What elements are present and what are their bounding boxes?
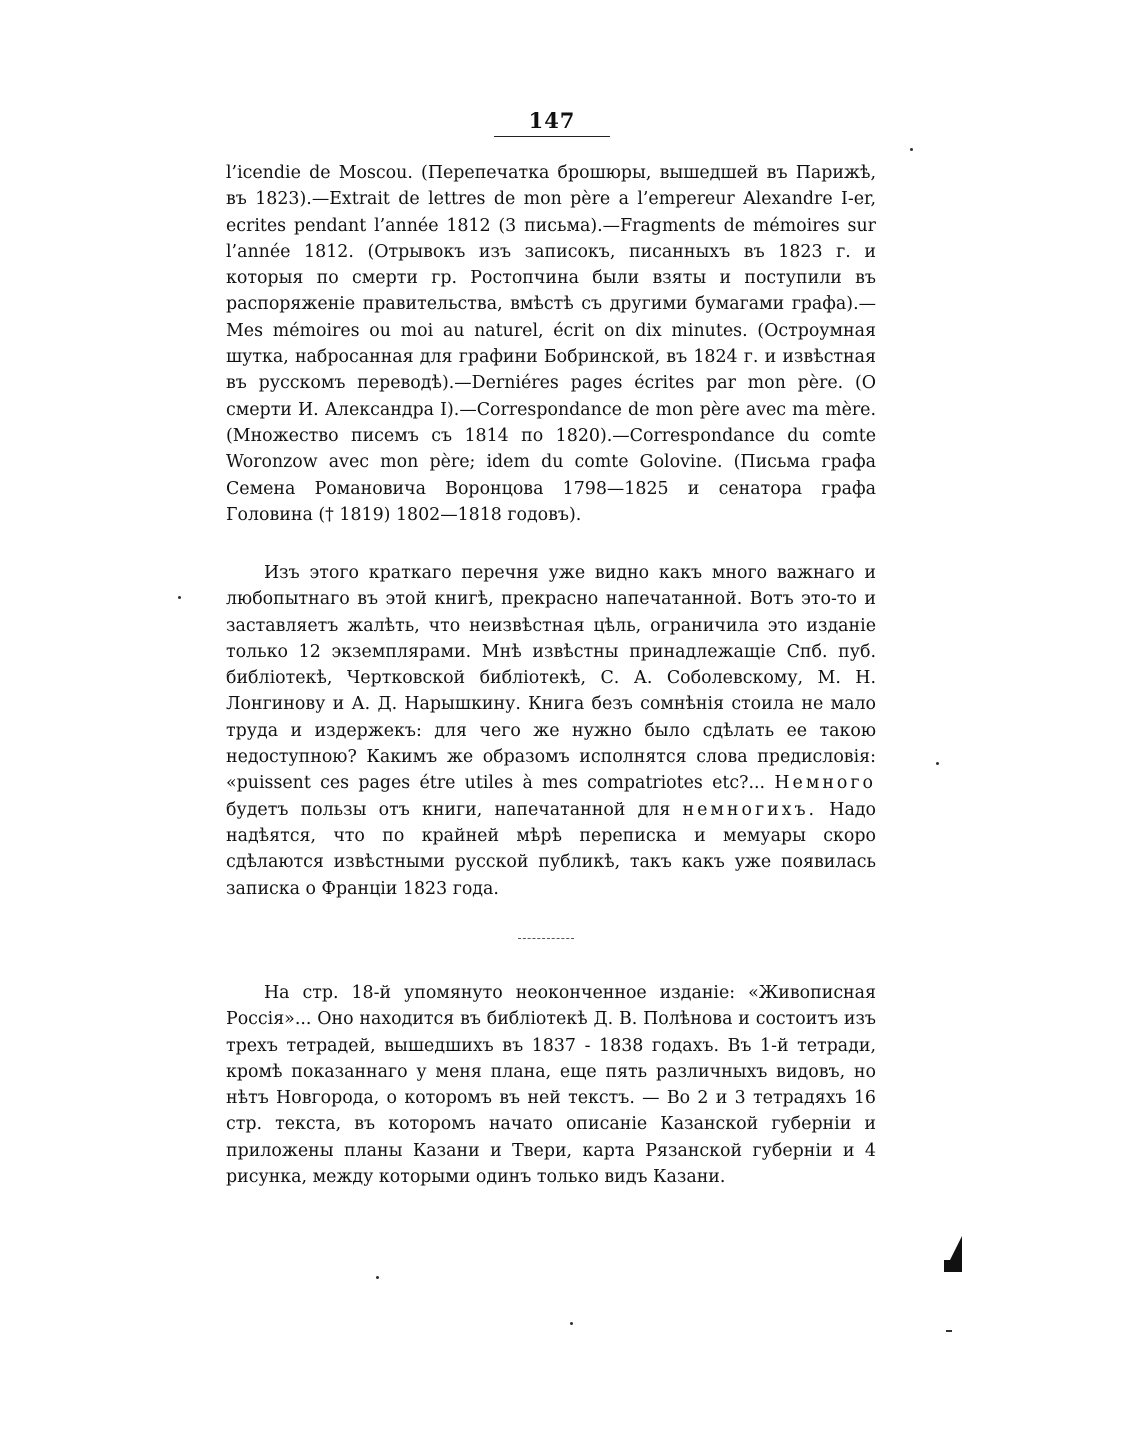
scan-speck bbox=[570, 1322, 573, 1325]
scan-speck bbox=[946, 1330, 952, 1332]
section-separator bbox=[518, 938, 574, 939]
scan-speck bbox=[936, 762, 939, 765]
scan-speck bbox=[376, 1276, 379, 1279]
sentence-fragments: —Fragments de mémoires sur l’année 1812. (Отрывокъ изъ записокъ, писанныхъ въ 1823 г. и которыя по смерти гр. Ростопчина были взяты и поступили въ распоряженіе правительства, вмѣстѣ съ другими бумагами графа). bbox=[226, 215, 876, 315]
scan-speck bbox=[178, 596, 181, 599]
page-number-rule bbox=[494, 136, 610, 137]
zhivopisnaya-rossiya-text: На стр. 18-й упомянуто неоконченное изданіе: «Живописная Россія»... Оно находится въ библіотекѣ Д. В. Полѣнова и состоитъ изъ трехъ тетрадей, вышедшихъ въ 1837 - 1838 годахъ. Въ 1-й тетради, кромѣ показаннаго у меня плана, еще пять различныхъ видовъ, но нѣтъ Новгорода, о которомъ въ ней текстъ. — Во 2 и 3 тетрадяхъ 16 стр. текста, въ которомъ начато описаніе Казанской губерніи и приложены планы Казани и Твери, карта Рязанской губерніи и 4 рисунка, между которыми одинъ только видъ Казани. bbox=[226, 983, 876, 1188]
scan-corner-mark-base bbox=[944, 1260, 962, 1272]
spaced-word-nemnogikh: немногихъ. bbox=[682, 799, 818, 820]
commentary-paragraph bbox=[226, 560, 876, 902]
sentence-letters: —Extrait de lettres de mon père a l’empereur Alexandre I-er, ecrites pendant l’année 1812 (3 письма). bbox=[226, 189, 876, 236]
sentence-correspondance-woronzow: —Correspondance du comte Woronzow avec mon père; idem du comte Golovine. (Письма графа Семена Романовича Воронцова 1798—1825 и сенатора графа Головина († 1819) 1802—1818 годовъ). bbox=[226, 425, 877, 525]
scan-speck bbox=[910, 148, 913, 151]
commentary-text-c: будетъ пользы отъ книги, напечатанной для bbox=[226, 799, 671, 820]
bibliography-paragraph bbox=[226, 160, 876, 528]
sentence-correspondance-mere: —Correspondance de mon père avec ma mère. (Множество писемъ съ 1814 по 1820). bbox=[226, 399, 876, 446]
sentence-memoires: —Mes mémoires ou moi au naturel, écrit on dix minutes. (Остроумная шутка, набросанная для графини Бобринской, въ 1824 г. и извѣстная въ русскомъ переводѣ). bbox=[226, 294, 876, 394]
sentence-dernieres-pages: —Derniéres pages écrites par mon père. (О смерти И. Александра I). bbox=[226, 373, 876, 420]
sentence-moscow-fire: l’icendie de Moscou. (Перепечатка брошюры, вышедшей въ Парижѣ, въ 1823). bbox=[226, 163, 876, 210]
zhivopisnaya-rossiya-paragraph bbox=[226, 980, 876, 1190]
commentary-text-a: Изъ этого краткаго перечня уже видно какъ много важнаго и любопытнаго въ этой книгѣ, прекрасно напечатанной. Вотъ это-то и заставляетъ жалѣть, что неизвѣстная цѣль, ограничила это изданіе только 12 экземплярами. Мнѣ извѣстны принадлежащіе Спб. пуб. библіотекѣ, Чертковской библіотекѣ, С. А. Соболевскому, М. Н. Лонгинову и А. Д. Нарышкину. Книга безъ сомнѣнія стоила не мало труда и издержекъ: для чего же нужно было сдѣлать ее такою недоступною? Какимъ же образомъ исполнятся слова предисловія: «puissent ces pages étre utiles à mes compatriotes etc?... bbox=[226, 563, 876, 794]
commentary-text-e: Надо надѣятся, что по крайней мѣрѣ переписка и мемуары скоро сдѣлаются извѣстными русской публикѣ, такъ какъ уже появилась записка о Франціи 1823 года. bbox=[226, 799, 876, 899]
page-number: 147 bbox=[528, 108, 576, 133]
spaced-word-nemnogo: Немного bbox=[774, 773, 876, 794]
